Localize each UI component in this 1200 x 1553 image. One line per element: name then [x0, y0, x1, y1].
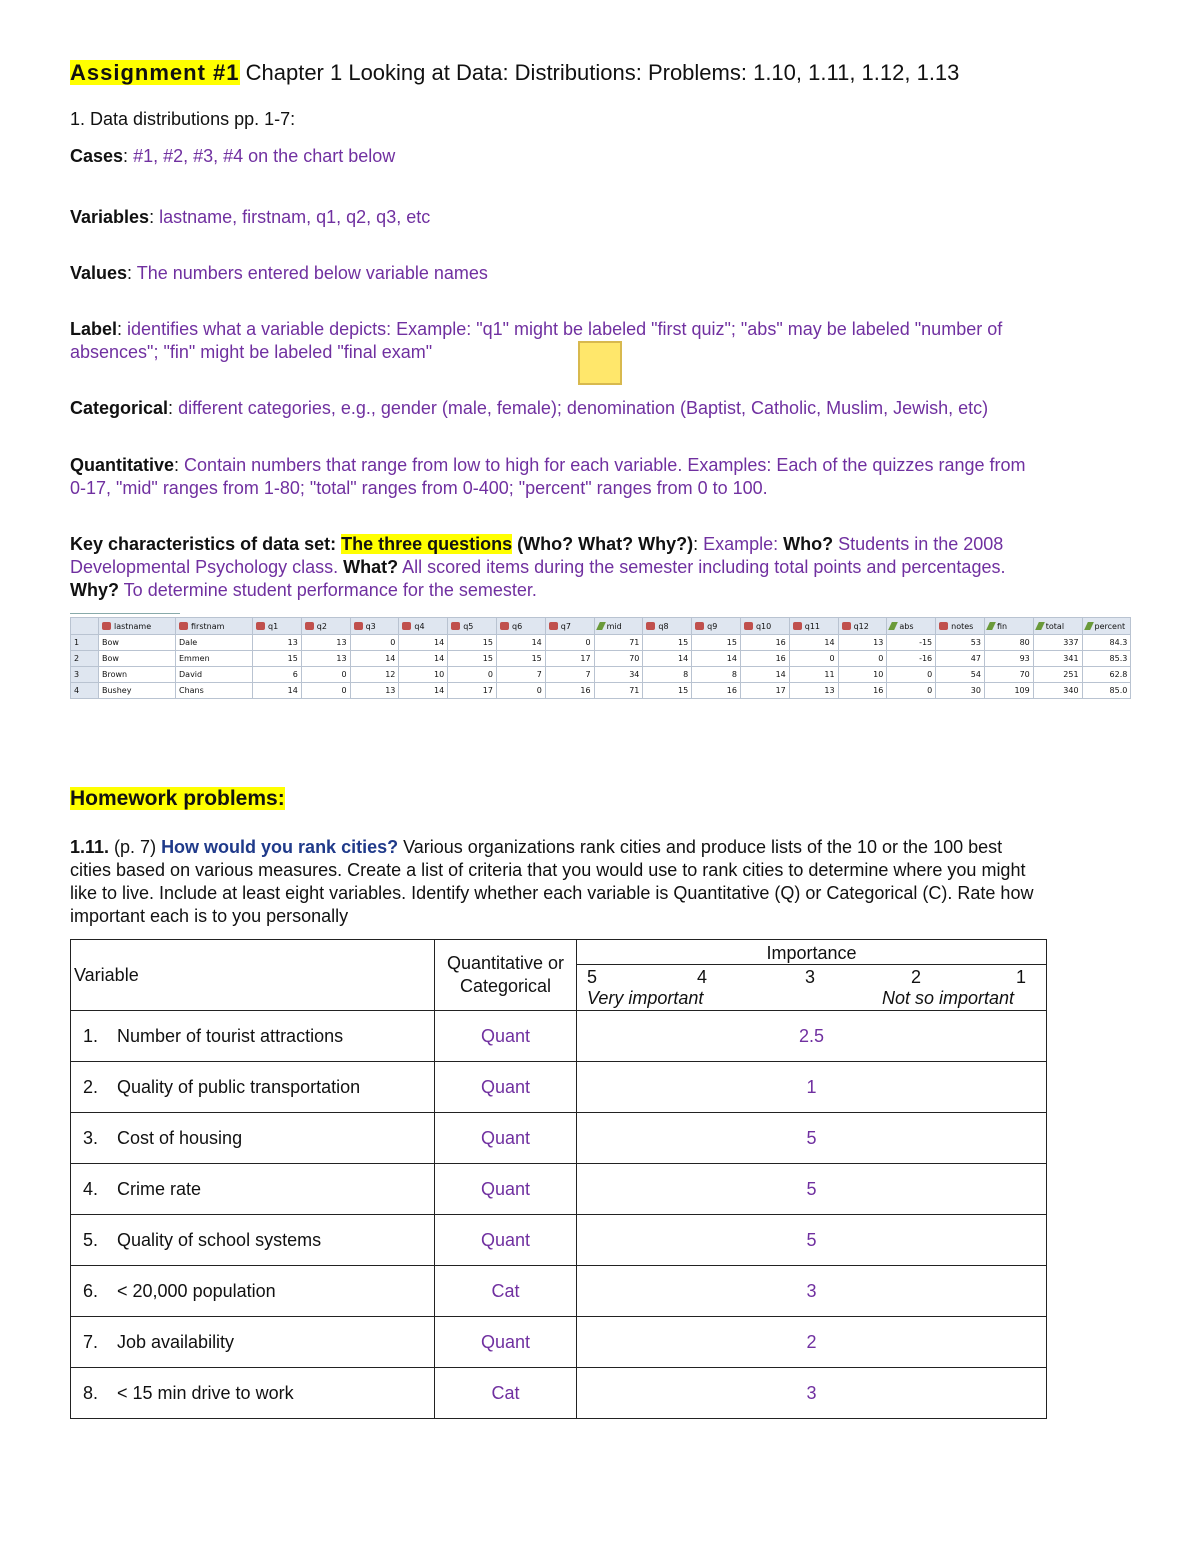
nominal-variable-icon	[305, 622, 314, 630]
spss-cell[interactable]: 62.8	[1082, 667, 1131, 683]
spss-cell[interactable]: 71	[594, 683, 643, 699]
spss-cell[interactable]: Bushey	[99, 683, 176, 699]
def-term: Categorical	[70, 398, 169, 418]
def-cases: Cases: #1, #2, #3, #4 on the chart below	[70, 146, 396, 166]
scale-variable-icon	[888, 622, 898, 630]
scale-variable-icon	[1084, 622, 1094, 630]
spss-cell[interactable]: 0	[448, 667, 497, 683]
spss-column-header[interactable]: firstnam	[176, 618, 253, 635]
def-text-cont: absences"; "fin" might be labeled "final exam"	[70, 342, 433, 362]
row-number: 2.	[83, 1076, 99, 1097]
row-number: 3.	[83, 1127, 99, 1148]
table-row	[71, 1062, 1047, 1113]
spss-row-number: 3	[71, 667, 99, 683]
spss-cell[interactable]: 30	[936, 683, 985, 699]
scale-very-important: Very important	[587, 987, 704, 1008]
sticky-note-icon[interactable]	[578, 341, 622, 385]
spss-cell[interactable]: Emmen	[176, 651, 253, 667]
type-cell: Cat	[435, 1368, 577, 1419]
spss-cell[interactable]: Chans	[176, 683, 253, 699]
spss-column-header[interactable]: q6	[496, 618, 545, 635]
spss-column-header[interactable]: q9	[692, 618, 741, 635]
problem-1-11: 1.11. (p. 7) How would you rank cities? Various organizations rank cities and produce lists of the 10 or the 100 best cities based on various measures. Create a list of criteria that you would use to rank cities to determine where you might like to live. Include at least eight variables. Identify whether each variable is Quantitative (Q) or Categorical (C). Rate how important each is to you personally	[70, 837, 1034, 926]
spss-cell[interactable]: 0	[350, 635, 399, 651]
table-row	[71, 1011, 1047, 1062]
spss-cell[interactable]: 15	[643, 635, 692, 651]
spss-cell[interactable]: 14	[740, 667, 789, 683]
spss-cell[interactable]: -16	[887, 651, 936, 667]
page-title	[70, 60, 959, 86]
spss-cell[interactable]: 12	[350, 667, 399, 683]
scale-variable-icon	[986, 622, 996, 630]
spss-cell[interactable]: 14	[253, 683, 302, 699]
spss-cell[interactable]: 16	[545, 683, 594, 699]
header-quant-or-cat: Quantitative or Categorical	[435, 940, 577, 1011]
variable-cell	[71, 1215, 435, 1266]
spss-cell[interactable]: 7	[545, 667, 594, 683]
spss-cell[interactable]: Brown	[99, 667, 176, 683]
scale-variable-icon	[1035, 622, 1045, 630]
spss-column-header[interactable]: percent	[1082, 618, 1131, 635]
spss-cell[interactable]: 15	[496, 651, 545, 667]
spss-column-header[interactable]: q7	[545, 618, 594, 635]
row-number: 5.	[83, 1229, 99, 1250]
spss-column-header[interactable]: q12	[838, 618, 887, 635]
nominal-variable-icon	[744, 622, 753, 630]
spss-cell[interactable]: 0	[545, 635, 594, 651]
spss-column-header[interactable]: q4	[399, 618, 448, 635]
table-row	[71, 1317, 1047, 1368]
rating-cell: 3	[577, 1368, 1047, 1419]
nominal-variable-icon	[500, 622, 509, 630]
spss-cell[interactable]: 8	[643, 667, 692, 683]
def-variables: Variables: lastname, firstnam, q1, q2, q3, etc	[70, 207, 431, 227]
spss-cell[interactable]: 16	[740, 635, 789, 651]
key-characteristics: Key characteristics of data set: The three questions (Who? What? Why?): Example: Who? Students in the 2008 Developmental Psychology class. What? All scored items during the semester including total points and percentages. Why? To determine student performance for the semester.	[70, 534, 1006, 600]
rating-cell: 2.5	[577, 1011, 1047, 1062]
row-number: 8.	[83, 1382, 99, 1403]
spss-column-header[interactable]: q10	[740, 618, 789, 635]
spss-cell[interactable]: 15	[253, 651, 302, 667]
scale-5: 5	[587, 966, 598, 987]
spss-cell[interactable]: 70	[594, 651, 643, 667]
nominal-variable-icon	[646, 622, 655, 630]
spss-cell[interactable]: 14	[789, 635, 838, 651]
divider	[70, 613, 180, 614]
spss-cell[interactable]: 80	[984, 635, 1033, 651]
spss-cell[interactable]: 0	[789, 651, 838, 667]
def-categorical: Categorical: different categories, e.g., gender (male, female); denomination (Baptist, Catholic, Muslim, Jewish, etc)	[70, 398, 989, 418]
spss-column-header[interactable]: q8	[643, 618, 692, 635]
table-row	[71, 1164, 1047, 1215]
def-label: Label: identifies what a variable depicts: Example: "q1" might be labeled "first quiz"; "abs" may be labeled "number of absences"; "fin" might be labeled "final exam"	[70, 319, 1003, 362]
variable-name: Job availability	[117, 1331, 235, 1352]
spss-cell[interactable]: 11	[789, 667, 838, 683]
variable-name: Quality of school systems	[117, 1229, 322, 1250]
nominal-variable-icon	[256, 622, 265, 630]
type-cell: Quant	[435, 1215, 577, 1266]
spss-cell[interactable]: 337	[1033, 635, 1082, 651]
variable-name: Cost of housing	[117, 1127, 243, 1148]
spss-cell[interactable]: 0	[887, 683, 936, 699]
spss-cell[interactable]: 17	[740, 683, 789, 699]
row-number: 7.	[83, 1331, 99, 1352]
spss-cell[interactable]: David	[176, 667, 253, 683]
spss-cell[interactable]: -15	[887, 635, 936, 651]
spss-column-header[interactable]: q11	[789, 618, 838, 635]
spss-cell[interactable]: 85.3	[1082, 651, 1131, 667]
spss-cell[interactable]: 85.0	[1082, 683, 1131, 699]
spss-cell[interactable]: 34	[594, 667, 643, 683]
variable-cell	[71, 1317, 435, 1368]
nominal-variable-icon	[842, 622, 851, 630]
nominal-variable-icon	[939, 622, 948, 630]
spss-cell[interactable]: Bow	[99, 651, 176, 667]
rating-cell: 5	[577, 1215, 1047, 1266]
table-row	[71, 1266, 1047, 1317]
row-number: 6.	[83, 1280, 99, 1301]
assignment-label: Assignment #1	[70, 60, 240, 85]
spss-cell[interactable]: 16	[740, 651, 789, 667]
variable-cell	[71, 1011, 435, 1062]
spss-column-header[interactable]: abs	[887, 618, 936, 635]
spss-cell[interactable]: 14	[350, 651, 399, 667]
scale-variable-icon	[596, 622, 606, 630]
spss-cell[interactable]: 14	[643, 651, 692, 667]
section-heading: 1. Data distributions pp. 1-7:	[70, 109, 296, 129]
spss-column-header[interactable]: mid	[594, 618, 643, 635]
spss-cell[interactable]: 13	[301, 635, 350, 651]
spss-cell[interactable]: 53	[936, 635, 985, 651]
variable-cell	[71, 1164, 435, 1215]
def-term: Label	[70, 319, 118, 339]
title-rest: Chapter 1 Looking at Data: Distributions: Problems: 1.10, 1.11, 1.12, 1.13	[239, 60, 960, 85]
scale-1: 1	[1016, 966, 1027, 987]
spss-cell[interactable]: 340	[1033, 683, 1082, 699]
spss-column-header[interactable]: q3	[350, 618, 399, 635]
spss-cell[interactable]: 70	[984, 667, 1033, 683]
spss-cell[interactable]: 14	[692, 651, 741, 667]
spss-cell[interactable]: 13	[838, 635, 887, 651]
variable-name: Number of tourist attractions	[117, 1025, 344, 1046]
def-values: Values: The numbers entered below variable names	[70, 263, 488, 283]
scale-3: 3	[805, 966, 816, 987]
type-cell: Quant	[435, 1164, 577, 1215]
spss-column-header[interactable]: q2	[301, 618, 350, 635]
problem-number: 1.11.	[70, 837, 110, 857]
type-cell: Quant	[435, 1317, 577, 1368]
rating-cell: 3	[577, 1266, 1047, 1317]
def-text: The numbers entered below variable names	[136, 263, 488, 283]
scale-4: 4	[697, 966, 708, 987]
scale-not-so-important: Not so important	[882, 987, 1015, 1008]
importance-table	[70, 939, 1047, 1419]
variable-name: Quality of public transportation	[117, 1076, 361, 1097]
spss-cell[interactable]: 16	[838, 683, 887, 699]
spss-cell[interactable]: 14	[496, 635, 545, 651]
def-text: identifies what a variable depicts: Example: "q1" might be labeled "first quiz"; "abs" may be labeled "number of	[127, 319, 1003, 339]
nominal-variable-icon	[549, 622, 558, 630]
spss-cell[interactable]: 16	[692, 683, 741, 699]
spss-cell[interactable]: 6	[253, 667, 302, 683]
spss-column-header[interactable]: notes	[936, 618, 985, 635]
def-text: #1, #2, #3, #4 on the chart below	[133, 146, 396, 166]
nominal-variable-icon	[402, 622, 411, 630]
header-variable: Variable	[71, 940, 435, 1011]
def-text-cont: 0-17, "mid" ranges from 1-80; "total" ranges from 0-400; "percent" ranges from 0 to 100.	[70, 478, 768, 498]
def-text: different categories, e.g., gender (male, female); denomination (Baptist, Catholic, Muslim, Jewish, etc)	[178, 398, 989, 418]
rating-cell: 1	[577, 1062, 1047, 1113]
spss-data-row	[71, 651, 1131, 667]
variable-cell	[71, 1113, 435, 1164]
spss-cell[interactable]: 13	[301, 651, 350, 667]
spss-data-row	[71, 683, 1131, 699]
spss-row-number: 1	[71, 635, 99, 651]
homework-heading: Homework problems:	[70, 787, 285, 810]
rating-cell: 2	[577, 1317, 1047, 1368]
nominal-variable-icon	[695, 622, 704, 630]
rating-cell: 5	[577, 1164, 1047, 1215]
variable-cell	[71, 1266, 435, 1317]
spss-cell[interactable]: 15	[643, 683, 692, 699]
spss-header-row	[71, 618, 1131, 635]
table-header-row	[71, 940, 1047, 1011]
type-cell: Quant	[435, 1113, 577, 1164]
spss-cell[interactable]: 251	[1033, 667, 1082, 683]
nominal-variable-icon	[179, 622, 188, 630]
spss-column-header[interactable]: q5	[448, 618, 497, 635]
def-quantitative: Quantitative: Contain numbers that range from low to high for each variable. Examples: Each of the quizzes range from 0-17, "mid" ranges from 1-80; "total" ranges from 0-400; "percent" ranges from 0 to 100.	[70, 455, 1026, 498]
spss-cell[interactable]: 54	[936, 667, 985, 683]
variable-name: < 15 min drive to work	[117, 1382, 294, 1403]
nominal-variable-icon	[451, 622, 460, 630]
def-term: Quantitative	[70, 455, 175, 475]
spss-cell[interactable]: 17	[545, 651, 594, 667]
spss-cell[interactable]: 10	[399, 667, 448, 683]
table-row	[71, 1215, 1047, 1266]
spss-cell[interactable]: 15	[448, 651, 497, 667]
spss-row-number: 4	[71, 683, 99, 699]
variable-cell	[71, 1368, 435, 1419]
spss-cell[interactable]: 0	[838, 651, 887, 667]
variable-name: < 20,000 population	[117, 1280, 276, 1301]
spss-cell[interactable]: 0	[496, 683, 545, 699]
row-number: 1.	[83, 1025, 99, 1046]
header-importance: Importance 5 4 3 2 1 Very important Not so important	[577, 940, 1047, 1011]
spss-cell[interactable]: Dale	[176, 635, 253, 651]
problem-question: How would you rank cities?	[161, 837, 399, 857]
type-cell: Quant	[435, 1011, 577, 1062]
type-cell: Quant	[435, 1062, 577, 1113]
table-row	[71, 1368, 1047, 1419]
spss-cell[interactable]: 8	[692, 667, 741, 683]
spss-cell[interactable]: 47	[936, 651, 985, 667]
spss-cell[interactable]: 0	[301, 683, 350, 699]
row-number: 4.	[83, 1178, 99, 1199]
nominal-variable-icon	[793, 622, 802, 630]
spss-cell[interactable]: 84.3	[1082, 635, 1131, 651]
spss-cell[interactable]: 13	[253, 635, 302, 651]
spss-cell[interactable]: 13	[350, 683, 399, 699]
scale-2: 2	[911, 966, 922, 987]
spss-cell[interactable]: 93	[984, 651, 1033, 667]
spss-data-view	[70, 617, 1130, 707]
variable-name: Crime rate	[117, 1178, 202, 1199]
nominal-variable-icon	[102, 622, 111, 630]
spss-cell[interactable]: 17	[448, 683, 497, 699]
def-term: Values	[70, 263, 128, 283]
spss-column-header[interactable]: fin	[984, 618, 1033, 635]
spss-cell[interactable]: Bow	[99, 635, 176, 651]
spss-cell[interactable]: 14	[399, 683, 448, 699]
spss-cell[interactable]: 14	[399, 651, 448, 667]
def-term: Variables	[70, 207, 150, 227]
spss-cell[interactable]: 109	[984, 683, 1033, 699]
rating-cell: 5	[577, 1113, 1047, 1164]
variable-cell	[71, 1062, 435, 1113]
table-row	[71, 1113, 1047, 1164]
spss-cell[interactable]: 71	[594, 635, 643, 651]
def-text: lastname, firstnam, q1, q2, q3, etc	[159, 207, 431, 227]
def-text: Contain numbers that range from low to high for each variable. Examples: Each of the quizzes range from	[184, 455, 1026, 475]
key-highlight: The three questions	[341, 534, 513, 554]
spss-column-header[interactable]: lastname	[99, 618, 176, 635]
spss-data-row	[71, 667, 1131, 683]
spss-cell[interactable]: 0	[887, 667, 936, 683]
spss-row-number: 2	[71, 651, 99, 667]
spss-cell[interactable]: 0	[301, 667, 350, 683]
spss-column-header[interactable]: total	[1033, 618, 1082, 635]
type-cell: Cat	[435, 1266, 577, 1317]
spss-cell[interactable]: 341	[1033, 651, 1082, 667]
spss-cell[interactable]: 15	[448, 635, 497, 651]
nominal-variable-icon	[354, 622, 363, 630]
spss-cell[interactable]: 13	[789, 683, 838, 699]
spss-cell[interactable]: 14	[399, 635, 448, 651]
spss-cell[interactable]: 7	[496, 667, 545, 683]
spss-data-row	[71, 635, 1131, 651]
spss-cell[interactable]: 10	[838, 667, 887, 683]
def-term: Cases	[70, 146, 124, 166]
spss-column-header[interactable]: q1	[253, 618, 302, 635]
spss-cell[interactable]: 15	[692, 635, 741, 651]
